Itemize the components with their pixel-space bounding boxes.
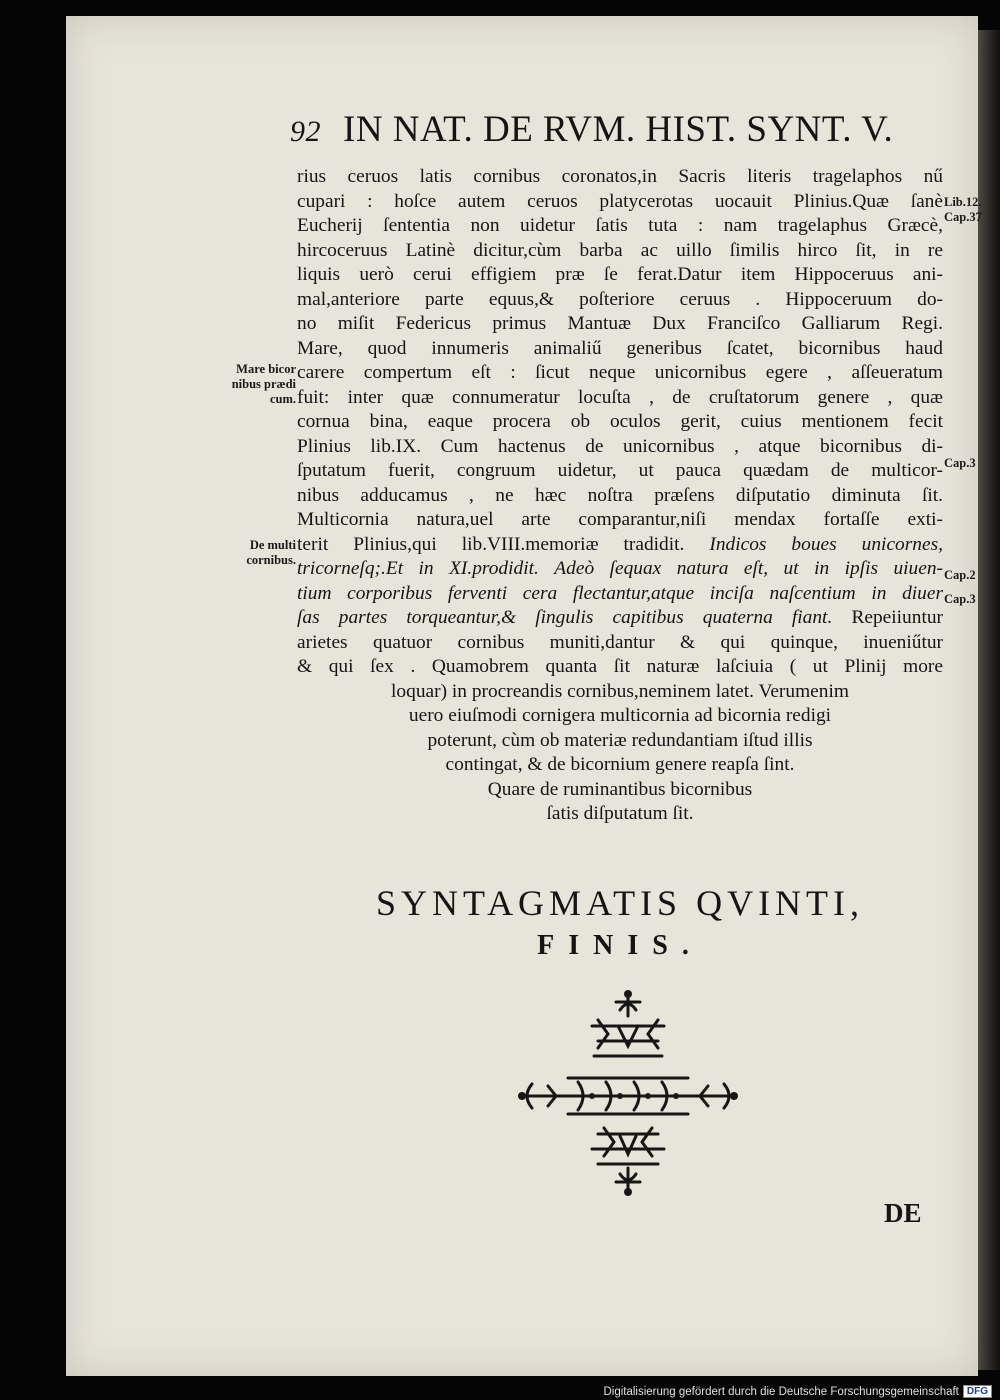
text-line: cupari : hoſce autem ceruos platycerotas uocauit Plinius.Quæ ſanè <box>297 190 943 212</box>
text-line <box>297 557 943 582</box>
footer-credit <box>603 1385 992 1398</box>
text-line: nibus adducamus , ne hæc noſtra præſens diſputatio diminuta ſit. <box>297 484 943 506</box>
running-header <box>290 108 893 151</box>
text-line: mal,anteriore parte equus,& poſteriore ceruus . Hippoceruum do- <box>297 288 943 310</box>
main-text <box>297 165 943 827</box>
text-line: fuit: inter quæ connumeratur locuſta , de cruſtatorum genere , quæ <box>297 386 943 408</box>
marginal-note-right: Cap.3 <box>944 592 976 606</box>
catchword: DE <box>884 1198 922 1228</box>
text-line: carere compertum eſt : ſicut neque unicornibus egere , aſſeueratum <box>297 362 943 383</box>
text-line: & qui ſex . Quamobrem quanta ſit naturæ laſciuia ( ut Plinij more <box>297 656 943 677</box>
text-line: uero eiuſmodi cornigera multicornia ad bicornia redigi <box>408 705 832 726</box>
marginal-note-right: Lib.12. Cap.37 <box>944 195 982 224</box>
section-end-title: SYNTAGMATIS QVINTI, <box>375 883 865 923</box>
marginal-note-left: De multi cornibus. <box>246 538 296 567</box>
page-number: 92 <box>290 115 321 148</box>
footer-text: Digitalisierung gefördert durch die Deutsche Forschungsgemeinschaft <box>603 1385 959 1398</box>
marginal-note-right: Cap.2 <box>944 568 976 582</box>
text-line: cornua bina, eaque procera ob oculos gerit, cuius mentionem fecit <box>297 411 943 432</box>
italic-quote: tricorneſq;.Et in XI.prodidit. <box>297 558 539 579</box>
printers-ornament-icon <box>508 986 748 1201</box>
text-line: loquar) in procreandis cornibus,neminem latet. Verumenim <box>391 680 849 702</box>
text-line: rius ceruos latis cornibus coronatos,in Sacris literis tragelaphos nű <box>297 166 943 187</box>
text-line: Plinius lib.IX. Cum hactenus de unicornibus , atque bicornibus di- <box>297 435 943 457</box>
text-line: no miſit Federicus primus Mantuæ Dux Franciſco Galliarum Regi. <box>297 313 943 334</box>
marginal-note-left: Mare bicor nibus prædi cum. <box>231 362 296 406</box>
finis-label: FINIS. <box>537 930 703 961</box>
text-line: liquis uerò cerui effigiem præ ſe ferat.Datur item Hippoceruus ani- <box>297 264 943 285</box>
text-line: Eucherij ſententia non uidetur ſatis tuta : nam tragelaphus Græcè, <box>297 215 943 236</box>
italic-quote: Adeò ſequax natura eſt, ut in ipſis uiuen- <box>554 558 943 579</box>
text-line: poterunt, cùm ob materiæ redundantiam iſtud illis <box>427 729 813 751</box>
text-line: ſatis diſputatum ſit. <box>546 803 694 824</box>
text-line: arietes quatuor cornibus muniti,dantur & qui quinque, inueniűtur <box>297 631 943 653</box>
text-segment: Repeiiuntur <box>851 607 943 628</box>
italic-quote: tium corporibus ferventi cera flectantur,atque inciſa naſcentium in diuer <box>297 582 943 604</box>
text-line: hircoceruus Latinè dicitur,cùm barba ac uillo ſimilis hirco ſit, in re <box>297 239 943 261</box>
dfg-logo-icon: DFG <box>963 1385 992 1398</box>
text-line: ſputatum fuerit, congruum uidetur, ut pauca quædam de multicor- <box>297 460 943 481</box>
text-line: contingat, & de bicornium genere reapſa ſint. <box>445 754 795 775</box>
marginal-note-right: Cap.3 <box>944 456 976 470</box>
text-line <box>297 606 943 631</box>
text-line <box>297 533 943 558</box>
text-line: Mare, quod innumeris animaliű generibus ſcatet, bicornibus haud <box>297 337 943 359</box>
text-segment: terit Plinius,qui lib.VIII.memoriæ tradidit. <box>297 533 685 555</box>
running-title: IN NAT. DE RVM. HIST. SYNT. V. <box>343 109 894 150</box>
text-line: Multicornia natura,uel arte comparantur,niſi mendax fortaſſe exti- <box>297 509 943 530</box>
italic-quote: Indicos boues unicornes, <box>709 533 943 555</box>
text-line: Quare de ruminantibus bicornibus <box>487 778 753 800</box>
italic-quote: ſas partes torqueantur,& ſingulis capitibus quaterna fiant. <box>297 607 833 628</box>
text-line <box>297 582 943 607</box>
